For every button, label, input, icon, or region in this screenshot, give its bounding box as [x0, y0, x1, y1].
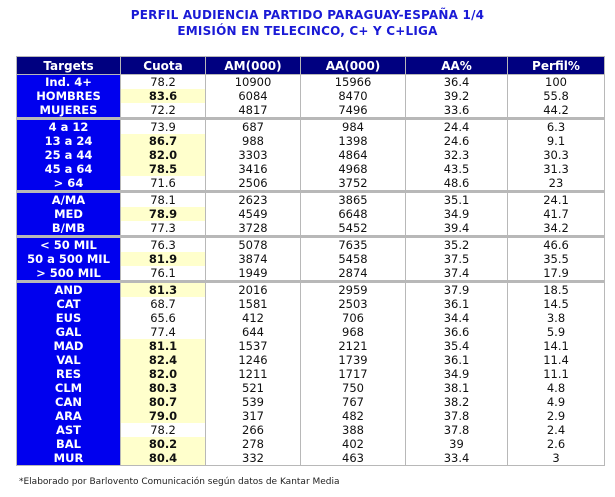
- table-row: [17, 119, 605, 135]
- aa-pct-cell: 35.4: [406, 339, 508, 353]
- table-row: [17, 437, 605, 451]
- cuota-cell: 80.2: [121, 437, 206, 451]
- am-cell: 2506: [206, 176, 301, 192]
- perfil-cell: 17.9: [508, 266, 605, 282]
- table-row: [17, 311, 605, 325]
- aa-pct-cell: 24.6: [406, 134, 508, 148]
- aa-pct-cell: 33.6: [406, 103, 508, 119]
- cuota-cell: 76.3: [121, 237, 206, 253]
- target-cell: > 500 MIL: [17, 266, 121, 282]
- target-cell: AST: [17, 423, 121, 437]
- perfil-cell: 24.1: [508, 192, 605, 208]
- audience-profile-table: [16, 56, 605, 466]
- perfil-cell: 9.1: [508, 134, 605, 148]
- aa-cell: 8470: [301, 89, 406, 103]
- perfil-cell: 31.3: [508, 162, 605, 176]
- perfil-cell: 46.6: [508, 237, 605, 253]
- perfil-cell: 3: [508, 451, 605, 466]
- cuota-cell: 78.1: [121, 192, 206, 208]
- perfil-cell: 11.4: [508, 353, 605, 367]
- aa-pct-cell: 39.2: [406, 89, 508, 103]
- table-row: [17, 207, 605, 221]
- target-cell: BAL: [17, 437, 121, 451]
- table-row: [17, 89, 605, 103]
- target-cell: < 50 MIL: [17, 237, 121, 253]
- aa-pct-cell: 36.1: [406, 353, 508, 367]
- cuota-cell: 82.4: [121, 353, 206, 367]
- perfil-cell: 3.8: [508, 311, 605, 325]
- aa-cell: 5452: [301, 221, 406, 237]
- aa-cell: 388: [301, 423, 406, 437]
- aa-cell: 706: [301, 311, 406, 325]
- target-cell: MAD: [17, 339, 121, 353]
- aa-cell: 7635: [301, 237, 406, 253]
- header-am: AM(000): [206, 57, 301, 75]
- cuota-cell: 81.1: [121, 339, 206, 353]
- table-row: [17, 381, 605, 395]
- am-cell: 332: [206, 451, 301, 466]
- target-cell: VAL: [17, 353, 121, 367]
- am-cell: 2623: [206, 192, 301, 208]
- target-cell: 4 a 12: [17, 119, 121, 135]
- aa-pct-cell: 34.9: [406, 207, 508, 221]
- aa-pct-cell: 33.4: [406, 451, 508, 466]
- am-cell: 3728: [206, 221, 301, 237]
- report-title: PERFIL AUDIENCIA PARTIDO PARAGUAY-ESPAÑA 1/4: [130, 8, 485, 22]
- cuota-cell: 77.4: [121, 325, 206, 339]
- am-cell: 6084: [206, 89, 301, 103]
- perfil-cell: 35.5: [508, 252, 605, 266]
- table-row: [17, 237, 605, 253]
- header-targets: Targets: [17, 57, 121, 75]
- am-cell: 687: [206, 119, 301, 135]
- perfil-cell: 4.8: [508, 381, 605, 395]
- target-cell: B/MB: [17, 221, 121, 237]
- am-cell: 539: [206, 395, 301, 409]
- am-cell: 4549: [206, 207, 301, 221]
- cuota-cell: 82.0: [121, 148, 206, 162]
- table-row: [17, 252, 605, 266]
- am-cell: 1949: [206, 266, 301, 282]
- table-row: [17, 192, 605, 208]
- aa-cell: 402: [301, 437, 406, 451]
- perfil-cell: 2.4: [508, 423, 605, 437]
- aa-pct-cell: 24.4: [406, 119, 508, 135]
- aa-cell: 4864: [301, 148, 406, 162]
- cuota-cell: 78.2: [121, 423, 206, 437]
- aa-pct-cell: 38.1: [406, 381, 508, 395]
- aa-cell: 4968: [301, 162, 406, 176]
- perfil-cell: 41.7: [508, 207, 605, 221]
- table-row: [17, 162, 605, 176]
- aa-pct-cell: 37.9: [406, 282, 508, 298]
- perfil-cell: 2.6: [508, 437, 605, 451]
- aa-cell: 3865: [301, 192, 406, 208]
- perfil-cell: 30.3: [508, 148, 605, 162]
- target-cell: 45 a 64: [17, 162, 121, 176]
- table-row: [17, 148, 605, 162]
- am-cell: 1537: [206, 339, 301, 353]
- table-row: [17, 423, 605, 437]
- table-row: [17, 409, 605, 423]
- cuota-cell: 78.5: [121, 162, 206, 176]
- aa-pct-cell: 39.4: [406, 221, 508, 237]
- cuota-cell: 80.3: [121, 381, 206, 395]
- perfil-cell: 23: [508, 176, 605, 192]
- aa-cell: 968: [301, 325, 406, 339]
- aa-pct-cell: 43.5: [406, 162, 508, 176]
- cuota-cell: 80.4: [121, 451, 206, 466]
- am-cell: 3874: [206, 252, 301, 266]
- am-cell: 644: [206, 325, 301, 339]
- cuota-cell: 65.6: [121, 311, 206, 325]
- aa-cell: 2121: [301, 339, 406, 353]
- aa-pct-cell: 37.4: [406, 266, 508, 282]
- target-cell: A/MA: [17, 192, 121, 208]
- aa-cell: 767: [301, 395, 406, 409]
- perfil-cell: 11.1: [508, 367, 605, 381]
- aa-cell: 482: [301, 409, 406, 423]
- table-row: [17, 103, 605, 119]
- am-cell: 1211: [206, 367, 301, 381]
- table-body: [17, 75, 605, 466]
- cuota-cell: 72.2: [121, 103, 206, 119]
- cuota-cell: 79.0: [121, 409, 206, 423]
- table-row: [17, 282, 605, 298]
- aa-cell: 5458: [301, 252, 406, 266]
- perfil-cell: 2.9: [508, 409, 605, 423]
- perfil-cell: 100: [508, 75, 605, 90]
- target-cell: 25 a 44: [17, 148, 121, 162]
- perfil-cell: 14.1: [508, 339, 605, 353]
- cuota-cell: 81.9: [121, 252, 206, 266]
- aa-pct-cell: 34.9: [406, 367, 508, 381]
- source-footnote: *Elaborado por Barlovento Comunicación según datos de Kantar Media: [19, 477, 340, 487]
- target-cell: AND: [17, 282, 121, 298]
- target-cell: ARA: [17, 409, 121, 423]
- aa-cell: 7496: [301, 103, 406, 119]
- aa-pct-cell: 36.4: [406, 75, 508, 90]
- am-cell: 266: [206, 423, 301, 437]
- aa-cell: 1717: [301, 367, 406, 381]
- table-row: [17, 339, 605, 353]
- perfil-cell: 6.3: [508, 119, 605, 135]
- header-aa: AA(000): [301, 57, 406, 75]
- aa-cell: 984: [301, 119, 406, 135]
- am-cell: 4817: [206, 103, 301, 119]
- cuota-cell: 86.7: [121, 134, 206, 148]
- cuota-cell: 78.9: [121, 207, 206, 221]
- table-row: [17, 75, 605, 90]
- target-cell: 50 a 500 MIL: [17, 252, 121, 266]
- target-cell: CAN: [17, 395, 121, 409]
- table-row: [17, 367, 605, 381]
- table-row: [17, 325, 605, 339]
- am-cell: 278: [206, 437, 301, 451]
- target-cell: > 64: [17, 176, 121, 192]
- target-cell: EUS: [17, 311, 121, 325]
- aa-pct-cell: 35.2: [406, 237, 508, 253]
- aa-cell: 3752: [301, 176, 406, 192]
- am-cell: 521: [206, 381, 301, 395]
- aa-cell: 2503: [301, 297, 406, 311]
- cuota-cell: 83.6: [121, 89, 206, 103]
- cuota-cell: 81.3: [121, 282, 206, 298]
- am-cell: 1581: [206, 297, 301, 311]
- target-cell: Ind. 4+: [17, 75, 121, 90]
- aa-cell: 1398: [301, 134, 406, 148]
- aa-cell: 1739: [301, 353, 406, 367]
- aa-pct-cell: 37.8: [406, 409, 508, 423]
- aa-cell: 15966: [301, 75, 406, 90]
- aa-pct-cell: 39: [406, 437, 508, 451]
- cuota-cell: 73.9: [121, 119, 206, 135]
- aa-pct-cell: 35.1: [406, 192, 508, 208]
- cuota-cell: 82.0: [121, 367, 206, 381]
- perfil-cell: 34.2: [508, 221, 605, 237]
- target-cell: 13 a 24: [17, 134, 121, 148]
- header-aa-pct: AA%: [406, 57, 508, 75]
- perfil-cell: 55.8: [508, 89, 605, 103]
- aa-pct-cell: 36.1: [406, 297, 508, 311]
- perfil-cell: 14.5: [508, 297, 605, 311]
- cuota-cell: 76.1: [121, 266, 206, 282]
- table-row: [17, 395, 605, 409]
- aa-cell: 6648: [301, 207, 406, 221]
- cuota-cell: 71.6: [121, 176, 206, 192]
- target-cell: RES: [17, 367, 121, 381]
- perfil-cell: 5.9: [508, 325, 605, 339]
- table-row: [17, 176, 605, 192]
- perfil-cell: 18.5: [508, 282, 605, 298]
- am-cell: 2016: [206, 282, 301, 298]
- table-row: [17, 297, 605, 311]
- am-cell: 5078: [206, 237, 301, 253]
- aa-cell: 2874: [301, 266, 406, 282]
- am-cell: 317: [206, 409, 301, 423]
- target-cell: MUJERES: [17, 103, 121, 119]
- am-cell: 412: [206, 311, 301, 325]
- header-perfil: Perfil%: [508, 57, 605, 75]
- cuota-cell: 80.7: [121, 395, 206, 409]
- target-cell: MUR: [17, 451, 121, 466]
- aa-pct-cell: 36.6: [406, 325, 508, 339]
- target-cell: CAT: [17, 297, 121, 311]
- table-header-row: [17, 57, 605, 75]
- aa-pct-cell: 38.2: [406, 395, 508, 409]
- aa-cell: 2959: [301, 282, 406, 298]
- target-cell: GAL: [17, 325, 121, 339]
- table-row: [17, 221, 605, 237]
- perfil-cell: 4.9: [508, 395, 605, 409]
- cuota-cell: 77.3: [121, 221, 206, 237]
- aa-pct-cell: 34.4: [406, 311, 508, 325]
- aa-pct-cell: 37.8: [406, 423, 508, 437]
- table-row: [17, 266, 605, 282]
- am-cell: 10900: [206, 75, 301, 90]
- aa-pct-cell: 37.5: [406, 252, 508, 266]
- am-cell: 988: [206, 134, 301, 148]
- aa-cell: 463: [301, 451, 406, 466]
- header-cuota: Cuota: [121, 57, 206, 75]
- table-row: [17, 353, 605, 367]
- cuota-cell: 68.7: [121, 297, 206, 311]
- aa-cell: 750: [301, 381, 406, 395]
- am-cell: 3303: [206, 148, 301, 162]
- target-cell: HOMBRES: [17, 89, 121, 103]
- aa-pct-cell: 48.6: [406, 176, 508, 192]
- perfil-cell: 44.2: [508, 103, 605, 119]
- aa-pct-cell: 32.3: [406, 148, 508, 162]
- report-subtitle: EMISIÓN EN TELECINCO, C+ Y C+LIGA: [177, 24, 438, 38]
- am-cell: 1246: [206, 353, 301, 367]
- cuota-cell: 78.2: [121, 75, 206, 90]
- table-row: [17, 451, 605, 466]
- am-cell: 3416: [206, 162, 301, 176]
- table-row: [17, 134, 605, 148]
- target-cell: CLM: [17, 381, 121, 395]
- target-cell: MED: [17, 207, 121, 221]
